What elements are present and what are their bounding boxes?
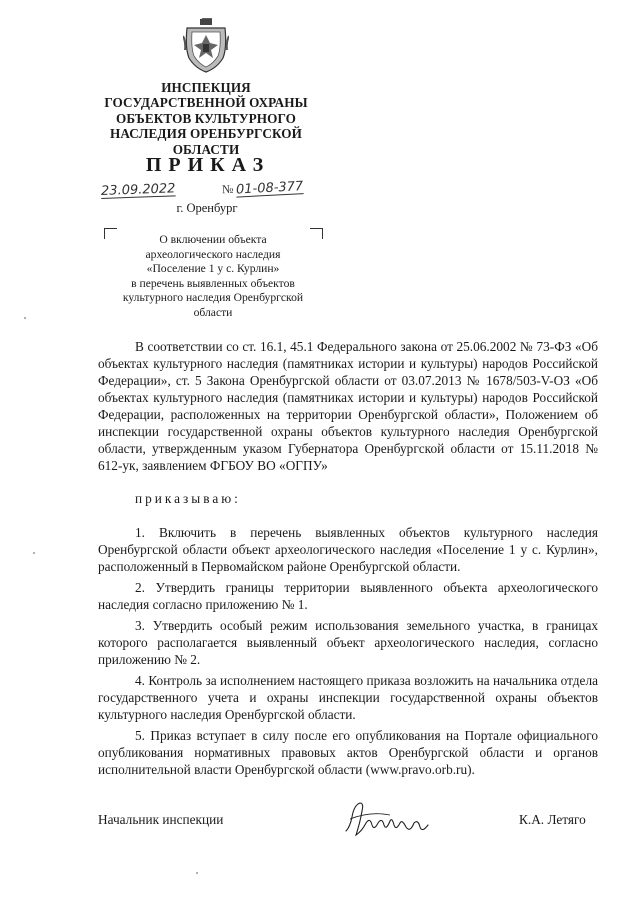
order-item: 1. Включить в перечень выявленных объектов культурного наследия Оренбургской области объект археологического наследия «Поселение 1 у с. Курлин», расположенный в Первомайском районе Оренбургской области. (98, 525, 598, 574)
subject-block (108, 233, 318, 321)
number-sign: № (221, 181, 234, 197)
org-line: НАСЛЕДИЯ ОРЕНБУРГСКОЙ (109, 126, 303, 142)
org-line: ГОСУДАРСТВЕННОЙ ОХРАНЫ (104, 95, 308, 111)
preamble-paragraph: В соответствии со ст. 16.1, 45.1 Федерального закона от 25.06.2002 № 73-ФЗ «Об объектах культурного наследия (памятниках истории и культуры) народов Российской Федерации», ст. 5 Закона Оренбургской области от 03.07.2013 № 1678/503-V-ОЗ «Об объектах культурного наследия (памятниках истории и культуры) народов Российской Федерации, расположенных на территории Оренбургской области», Положением об инспекции государственной охраны объектов культурного наследия Оренбургской области, утвержденным указом Губернатора Оренбургской области от 15.11.2018 № 612-ук, заявлением ФГБОУ ВО «ОГПУ» (98, 339, 598, 473)
org-line: ИНСПЕКЦИЯ (161, 80, 251, 95)
subject-line: «Поселение 1 у с. Курлин» (146, 262, 280, 276)
scan-speck (33, 552, 35, 554)
signatory-name: К.А. Летяго (519, 812, 586, 827)
handwritten-date: 23.09.2022 (100, 181, 176, 199)
handwritten-signature (340, 797, 440, 841)
organization-name (96, 80, 316, 157)
subject-line: культурного наследия Оренбургской (122, 291, 304, 305)
order-item: 5. Приказ вступает в силу после его опубликования на Портале официального опубликования нормативных правовых актов Оренбургской области и органов исполнительной власти Оренбургской области (www.pravo.orb.ru). (98, 728, 598, 777)
subject-line: археологического наследия (145, 247, 281, 261)
org-line: ОБЛАСТИ (172, 141, 240, 157)
order-item: 3. Утвердить особый режим использования земельного участка, в границах которого располагается выявленный объект археологического наследия, согласно приложению № 2. (98, 618, 598, 667)
subject-line: в перечень выявленных объектов (131, 276, 295, 290)
scan-speck (24, 317, 26, 319)
city-label: г. Оренбург (176, 201, 238, 215)
document-type-title: ПРИКАЗ (145, 154, 271, 176)
subject-line: О включении объекта (159, 233, 267, 246)
handwritten-number: 01-08-377 (235, 179, 304, 198)
signatory-position: Начальник инспекции (98, 812, 224, 827)
subject-line: области (193, 305, 233, 319)
scan-speck (196, 872, 198, 874)
order-item: 2. Утвердить границы территории выявленного объекта археологического наследия согласно приложению № 1. (98, 580, 598, 612)
org-line: ОБЪЕКТОВ КУЛЬТУРНОГО (115, 110, 297, 126)
coat-of-arms-emblem (183, 18, 229, 74)
document-body (98, 338, 598, 778)
decree-word: приказываю: (135, 491, 241, 506)
order-item: 4. Контроль за исполнением настоящего приказа возложить на начальника отдела государственного учета и охраны инспекции государственной охраны объектов культурного наследия Оренбургской области. (98, 673, 598, 722)
